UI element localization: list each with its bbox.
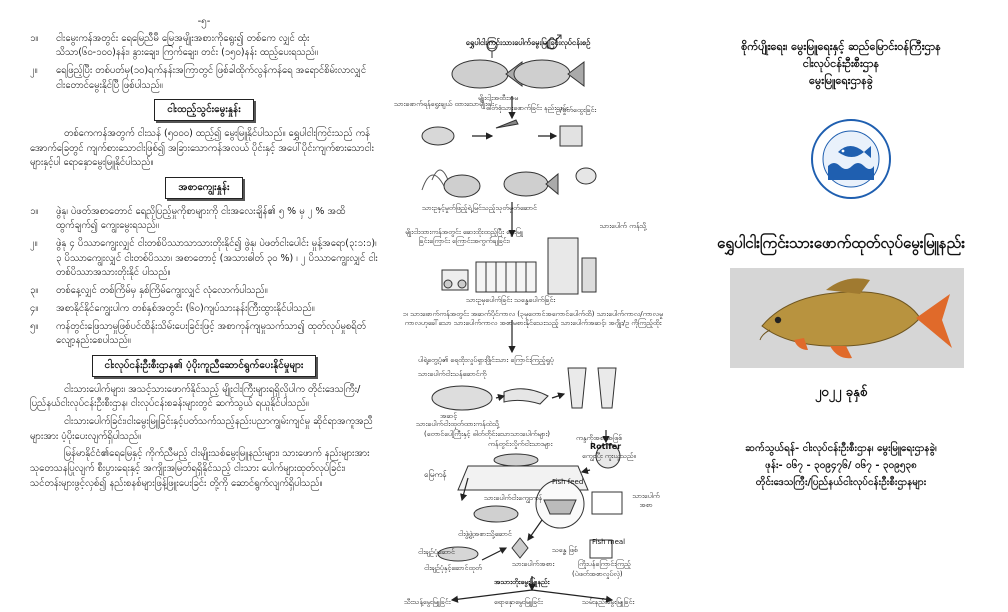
support-paragraph: ငါးသားပေါက်များ၊ အသင့်သားဖောက်နိုင်သည့် မျိုးငါးကြီးများရရှိလိုပါက တိုင်းဒေသကြီး/ပြည်နယ်ငါးလုပ်ငန်းဦးစီးဌာန၊ ငါးလုပ်ငန်းစခန်းများတွင် ဆက်သွယ် ရယူနိုင်ပါသည်။ xyxy=(30,383,361,410)
organization-heading xyxy=(674,38,1008,89)
label-larvae: သားပေါက်ငါးသန်ဆောင်ကို xyxy=(418,370,487,378)
label-eggs: ကန်တွင်းလှိုက်ငါးသားများ xyxy=(488,440,553,448)
item-number: ၄။ xyxy=(30,302,39,314)
label-out2: ရောနှောမွေးမြူခြင်း xyxy=(494,598,543,606)
item-number: ၁။ xyxy=(30,32,39,44)
label-hormone: ဓါတ်စုံသားဖောက်ခြင်း နည်းလမ်း xyxy=(486,104,569,112)
item-text: ဖွဲနု ၄ ပိဿာကျွေးလျှင် ငါးတစ်ပိဿာသာသားတိုးနိုင်၍ ဖွဲနု၊ ပဲဖတ်ငါးပေါင်း မှုန့်အရော(၃:၁:၁)၊ ၃ ပိဿာကျွေးလျှင် ငါးတစ်ပိဿာ၊ အစာတောင့် (အသားဓါတ် ၃၀ %) ၊ ၂ ပိဿာကျွေးလျှင် ငါးတစ်ပိဿာအသားတိုးနိုင် ပါသည်။ xyxy=(56,237,378,279)
stocking-paragraph: တစ်ကေကန်အတွက် ငါးသန် (၅၀၀၀) ထည့်၍ မွေးမြူနိုင်ပါသည်။ ရွှေပါငါးကြင်းသည် ကန်အောက်ခြေတွင် ကျက်စားသောငါးဖြစ်၍ အခြားသောကန်အလယ် ပိုင်းနှင့် အပေါ်ပိုင်းကျက်စားသောငါးများနှင့်ပါ ရောနှောမွေးမြူနိုင်ပါသည်။ xyxy=(30,127,374,169)
spawning-icon xyxy=(422,120,596,197)
item-number: ၅။ xyxy=(30,320,39,332)
contact-line: ဆက်သွယ်ရန်- ငါးလုပ်ငန်းဦးစီးဌာန၊ မွေးမြူရေးဌာနခွဲ၊ xyxy=(745,443,937,454)
contact-line: တိုင်းဒေသကြီး/ပြည်နယ်ငါးလုပ်ငန်းဦးစီးဌာနများ xyxy=(755,477,927,488)
label-fry: အဆင့် xyxy=(440,412,458,420)
label-feed-types: ငါးဖွဲ့ဖွဲ့အစားသို့ဆောင် xyxy=(458,530,512,538)
list-item xyxy=(30,32,378,61)
section-heading-feeding: အစာကျွေးနှုန်း xyxy=(165,177,242,199)
list-item xyxy=(30,205,378,234)
label-food-boxes: သားပေါက် အစာ xyxy=(632,492,660,509)
diagram-title: ရွှေပါငါးကြင်းသားပေါက်မွေးမြူခြင်းလုပ်ငန်းစဉ် xyxy=(465,38,591,47)
label-out3: သမ်းနည်းမွေးမြူခြင်း xyxy=(582,598,635,606)
label-spawning: သားဥနှင့်မှုတ်ဖြည့်ရဲ့မြင်သည့်သုတ်မှုတ်ဆောင် xyxy=(422,204,537,212)
document-title: ရွှေပါငါးကြင်းသားဖောက်ထုတ်လုပ်မွေးမြူနည်း xyxy=(716,234,965,252)
label-selected-breeders: သားဖောက်ရန်ရွေးချယ် ထားသောမျိုးငါး xyxy=(394,100,494,108)
label-rotifer-note2: ကျွေးပြီး ကူးယူသည်။ xyxy=(582,452,636,460)
label-sac: သန္ဓေ ဖြစ် xyxy=(552,546,578,554)
list-item xyxy=(30,64,378,93)
label-fingerling-feed: ငါးချဉ်ပုံနှင့်ဆောင်ထုတ် xyxy=(424,564,482,572)
support-paragraph: မြန်မာနိုင်ငံ၏ရေမြေနှင့် ကိုက်ညီမည့် ငါးမျိုးသစ်မွေးမြူနည်းများ၊ သားဖောက် နည်းများအား သုတေသနပြုလျက် စီးပွားရေးနှင့် အကျိုးအမြတ်ရရှိနိုင်သည့် ငါးသား ပေါက်များထုတ်လုပ်ခြင်း၊ သင်တန်းများဖွင့်လှစ်၍ နည်းစနစ်များဖြန့်ဖြူးပေးခြင်း တို့ကို ဆောင်ရွက်လျက်ရှိပါသည်။ xyxy=(30,448,370,489)
label-fingerling: ကြိုးပန်ကြောင်းကြည့် xyxy=(578,560,631,568)
label-out1: သီးသန့်မွေးမြူခြင်း xyxy=(404,598,451,606)
label-hatching: သားဥမှပေါက်ခြင်း သန္ဓေပေါက်ခြင်း xyxy=(466,296,556,304)
label-feed: ငါးချဉ်ပုံဆောင် xyxy=(418,548,455,556)
item-number: ၃။ xyxy=(30,285,39,297)
carp-photo xyxy=(730,268,964,368)
label-nursery: သားပေါက်ငါးထုတ်ထားကန်ထဲသို့ xyxy=(416,420,500,428)
label-injection: ဥ/မှုတ်ထွေးခြင်း xyxy=(556,106,597,114)
label-pond: မြေကန် xyxy=(424,470,447,479)
page-number: -၅- xyxy=(197,16,211,27)
label-fry-stage: ပါရဲ့တွေ့ပုံ၏ ရေထိုးလှုပ်ရှားဖြိုင်းသား ကြောင်းကြည့်ရှုပုံ xyxy=(418,356,554,364)
item-text: ငါးမွေးကန်အတွင်း ရေမြေညီမီ မြေအမျိုးအစားကိုရွေး၍ တစ်ကေ လျှင် ထုံးသိသာ(၆၀-၁၀၀)နန်း၊ နွားချေး၊ ကြက်ချေး၊ တင်း (၁၅၀)နန်း ထည့်ပေးရသည်။ xyxy=(56,32,318,59)
item-number: ၂။ xyxy=(30,237,38,249)
list-item xyxy=(30,320,378,349)
ministry-name: စိုက်ပျိုးရေး၊ မွေးမြူရေးနှင့် ဆည်မြောင်းဝန်ကြီးဌာန xyxy=(741,40,941,53)
label-final: အသားတိုးမွေးမြူနည်း xyxy=(494,578,550,586)
list-item xyxy=(30,237,378,281)
publication-year: ၂၀၂၂ ခုနှစ် xyxy=(814,385,868,400)
cover-panel xyxy=(674,0,1008,612)
label-nutrition: သားပေါက်အစား xyxy=(512,560,555,568)
left-panel xyxy=(0,0,392,612)
item-number: ၁။ xyxy=(30,205,39,217)
label-adult-feed: (ပဲဖတ်အစာလှုပ်လှဲ) xyxy=(572,570,623,578)
item-text: တစ်နေ့လျှင် တစ်ကြိမ်မှ နှစ်ကြိမ်ကျွေးလျှင် လုံလောက်ပါသည်။ xyxy=(56,285,268,297)
list-item xyxy=(30,302,378,317)
label-tank-left: မျိုးငါးထားကန်အတွင်း ဆေးထိုးထည့်ပြီး မွေးမြူခြင်းကြောင်း ကြောင်းအကွက်ချခြင်း၊ xyxy=(405,228,523,245)
diagram-graphics xyxy=(392,0,674,612)
contact-info xyxy=(674,440,1008,491)
item-number: ၂။ xyxy=(30,64,38,76)
item-text: အစာနိုင်နိုင်ကျွေးပါက တစ်နှစ်အတွင်း (၆၀)ကျပ်သားနန်းကြီးထွားနိုင်ပါသည်။ xyxy=(56,302,315,314)
label-stage-text: ၁၊ သားဖောက်ကန်အတွင်း အဆက်ပိုင်ကာလ (၃မှတောင်အကောင်ပေါက်ထိ) သားပေါက်ကာလ/ကာလမှုကာလဟုခေါ်သော သားပေါက်ကာလ အစာမစားနိုင်သေးသည့် သားပေါက်အဆင့်၊ အဂျိုး/ဥ ကိုကြည့်ထိုး xyxy=(403,310,663,327)
division-name: မွေးမြူရေးဌာနခွဲ xyxy=(809,74,873,88)
department-name: ငါးလုပ်ငန်းဦးစီးဌာန xyxy=(802,57,880,71)
label-rotifer-note: ကန္ဒကိုအစာအဖြစ် xyxy=(576,434,623,442)
process-diagram xyxy=(392,0,674,612)
item-text: ဖွဲနု၊ ပဲဖတ်အစာတောင် ရေညှိပြည့်မှုကိုစာများကို ငါးအလေးချိန်၏ ၅ % မှ ၂ % အထိ ထွက်ချက်၍ ကျွေးမွေးရသည်။ xyxy=(56,205,346,232)
label-fish-feed: Fish feed xyxy=(552,478,584,486)
section-heading-support: ငါးလုပ်ငန်းဦးစီးဌာန၏ ပံ့ပိုးကူညီဆောင်ရွက်ပေးနိုင်မှုများ xyxy=(92,355,317,377)
label-broodstock: မျိုးငါးအထီးအမ xyxy=(478,94,519,102)
hatchery-tank-icon xyxy=(442,238,596,294)
label-tank-right: သားပေါက် ကန်သို့ xyxy=(599,222,647,230)
contact-phone: ဖုန်း- ၀၆၇ - ၃၀၉၄၇၆/ ၀၆၇ - ၃၀၉၅၃၈ xyxy=(765,460,917,471)
list-item xyxy=(30,284,378,299)
section-heading-stocking: ငါးထည့်သွင်းမွေးနှုန်း xyxy=(154,99,253,121)
label-nursery-note: (တောင်ပေါ့ကြီးနှင့် ဓါတ်တိုင်းသောသားပေါက်များ) xyxy=(424,430,551,438)
department-logo-icon xyxy=(810,118,892,200)
label-fry-pond: သားပေါက်ငါးကျွေးကန် xyxy=(484,494,543,502)
label-rotifer: Rotifer xyxy=(590,442,622,451)
label-fish-meal: Fish meal xyxy=(592,538,626,546)
support-paragraph: ငါးသားပေါက်ခြင်း၊ငါးမွေးမြူခြင်းနှင့်ပတ်သက်သည့်နည်းပညာကျွမ်းကျင်မှု ဆိုင်ရာအကူအညီများအား ပံ့ပိုးပေးလျက်ရှိပါသည်။ xyxy=(30,415,373,442)
item-text: ရေဖြည့်ပြီး တစ်ပတ်မှ(၁၀)ရက်နန်းအကြာတွင် ဖြစ်ခါထိုက်လွန်ကန်ရေ အရောင်စိမ်းလာလျှင် ငါးတောင်မွေးနိုင်ပြီ ဖြစ်ပါသည်။ xyxy=(56,64,367,91)
feed-cycle-icon xyxy=(438,480,622,561)
item-text: ကန်တွင်းဖြေသာမှုဖြစ်ပင်ထိန်းသိမ်းပေးခြင်းဖြင့် အစာကုန်ကျမှုသက်သာ၍ ထုတ်လုပ်မှုစရိတ်လျော့နည်းစေပါသည်။ xyxy=(56,320,366,347)
